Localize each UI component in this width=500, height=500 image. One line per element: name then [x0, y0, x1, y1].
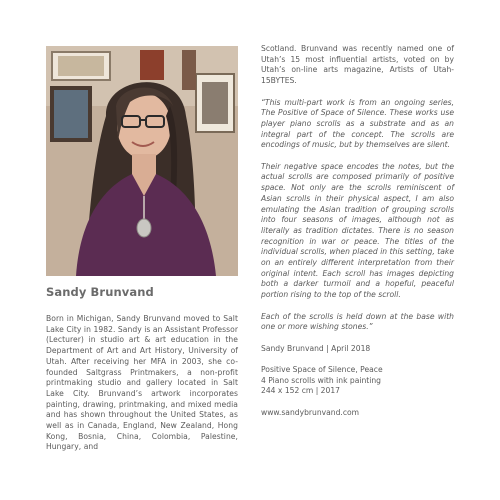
- statement-signature: Sandy Brunvand | April 2018: [261, 343, 371, 353]
- bio-continuation: Scotland. Brunvand was recently named one of Utah’s 15 most influential artists, voted on by Utah’s on-line arts magazine, Artists of Utah-15BYTES.: [261, 44, 454, 86]
- artwork-dimensions: 244 x 152 cm | 2017: [261, 386, 341, 396]
- artist-portrait-photo: [46, 46, 238, 276]
- artist-statement-paragraph-2: Their negative space encodes the notes, but the actual scrolls are composed primarily of positive space. Not only are the scrolls reminiscent of Asian scrolls in their physical aspect, I am also emulating the Asian tradition of grouping scrolls into four seasons of images, although not as literally as tradition dictates. There is no season recognition in war or peace. The titles of the individual scrolls, when placed in this setting, take on an entirely different interpretation from their original intent. Each scroll has images depicting both a darker turmoil and a hopeful, peaceful portion rising to the top of the scroll.: [261, 161, 454, 300]
- author-name: Sandy Brunvand: [46, 285, 154, 299]
- artwork-details: [261, 365, 454, 397]
- artist-website-link[interactable]: www.sandybrunvand.com: [261, 407, 360, 417]
- right-column: [261, 44, 454, 429]
- artwork-medium: 4 Piano scrolls with ink painting: [261, 375, 381, 385]
- left-column: [46, 285, 238, 453]
- artwork-title: Positive Space of Silence, Peace: [261, 365, 383, 375]
- artist-statement-paragraph-3: Each of the scrolls is held down at the base with one or more wishing stones.”: [261, 311, 454, 332]
- artist-bio: Born in Michigan, Sandy Brunvand moved to Salt Lake City in 1982. Sandy is an Assistant Professor (Lecturer) in studio art & art education in the Department of Art and Art History, University of Utah. After receiving her MFA in 2003, she co-founded Saltgrass Printmakers, a non-profit printmaking studio and gallery located in Salt Lake City. Brunvand’s artwork incorporates painting, drawing, printmaking, and mixed media and has shown throughout the United States, as well as in Canada, England, New Zealand, Hong Kong, Bosnia, China, Colombia, Palestine, Hungary, and: [46, 314, 238, 452]
- artist-statement-paragraph-1: “This multi-part work is from an ongoing series, The Positive of Space of Silence. These works use player piano scrolls as a substrate and as an integral part of the concept. The scrolls are encodings of music, but by themselves are silent.: [261, 97, 454, 150]
